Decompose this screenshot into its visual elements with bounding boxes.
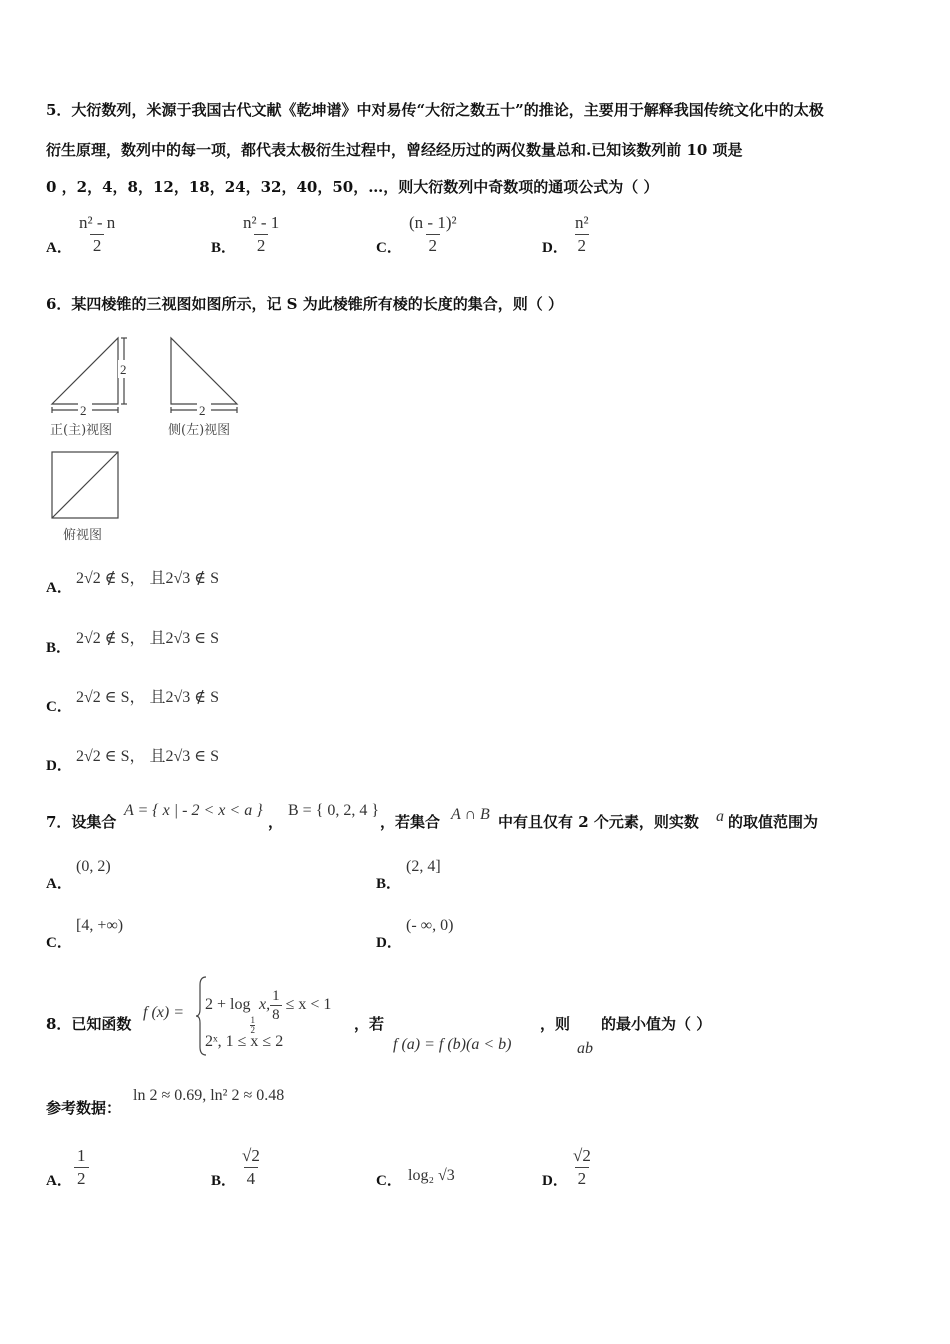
q5-option-c-numerator: (n - 1)² — [409, 213, 457, 232]
q8-option-d-denominator: 2 — [575, 1167, 590, 1190]
q6-option-b-label: B． — [46, 640, 72, 656]
front-view-height-label: 2 — [120, 362, 127, 377]
side-view-triangle — [171, 338, 237, 404]
q8-case1 — [205, 987, 331, 1035]
q7-option-c-label: C． — [46, 935, 72, 951]
side-view-width-label: 2 — [199, 403, 206, 418]
q7-option-d-label: D． — [376, 935, 402, 951]
q6-option-a-text: 2√2 ∉ S， 且2√3 ∉ S — [76, 570, 220, 587]
q7-mid: ，若集合 — [380, 813, 441, 831]
q7-option-c-text: [4, +∞) — [76, 917, 124, 934]
q5-stem-line3: 0 ，2，4，8，12，18，24，32，40，50，…，则大衍数列中奇数项的通项公式为（ ） — [46, 178, 659, 196]
q8-option-d-numerator: √2 — [573, 1146, 591, 1165]
q5-option-a-denominator: 2 — [90, 234, 105, 257]
q6-option-b-text: 2√2 ∉ S， 且2√3 ∈ S — [76, 630, 220, 647]
q5-option-d-formula — [572, 212, 592, 257]
side-view-caption: 侧(左)视图 — [168, 423, 231, 438]
q8-prefix: 8．已知函数 — [46, 1015, 132, 1033]
q7-set-b: B = { 0, 2, 4 } — [288, 802, 380, 819]
q7-set-a: A = { x | - 2 < x < a } — [124, 802, 263, 819]
q5-option-d-label: D． — [542, 240, 568, 256]
q6-option-d-text: 2√2 ∈ S， 且2√3 ∈ S — [76, 748, 220, 765]
q8-option-c-label: C． — [376, 1173, 402, 1189]
q8-option-b-numerator: √2 — [242, 1146, 260, 1165]
q8-case1-cond: ≤ x < 1 — [281, 996, 332, 1014]
q5-option-b-numerator: n² - 1 — [243, 213, 280, 232]
q8-option-d-label: D． — [542, 1173, 568, 1189]
three-view-diagram — [44, 332, 254, 547]
q6-option-d-label: D． — [46, 758, 72, 774]
q5-option-b-denominator: 2 — [254, 234, 269, 257]
q5-option-c-label: C． — [376, 240, 402, 256]
q7-var-a: a — [716, 808, 724, 825]
q8-option-a-denominator: 2 — [74, 1167, 89, 1190]
q8-option-d-formula — [570, 1145, 594, 1190]
front-view-width-label: 2 — [80, 403, 87, 418]
q7-option-b-text: (2, 4] — [406, 858, 441, 875]
q8-case1-frac-den: 8 — [272, 1007, 280, 1023]
q7-comma: ， — [268, 813, 284, 831]
q6-option-c-text: 2√2 ∈ S， 且2√3 ∉ S — [76, 689, 220, 706]
q8-option-a-numerator: 1 — [77, 1146, 86, 1165]
q8-case1-x: x, — [254, 996, 271, 1014]
q7-prefix: 7．设集合 — [46, 813, 117, 831]
q5-option-b-label: B． — [211, 240, 237, 256]
q8-option-b-formula — [239, 1145, 263, 1190]
q5-stem-line1: 5．大衍数列，米源于我国古代文献《乾坤谱》中对易传“大衍之数五十”的推论，主要用于解释我国传统文化中的太极 — [46, 101, 824, 119]
q5-option-a-label: A． — [46, 240, 72, 256]
front-view-caption: 正(主)视图 — [50, 423, 113, 438]
q6-option-c-label: C． — [46, 699, 72, 715]
q5-option-a-formula — [76, 212, 118, 257]
q5-option-d-denominator: 2 — [575, 234, 590, 257]
q8-log-base-den: 2 — [250, 1025, 255, 1036]
q8-case1-log: 2 + log — [205, 996, 251, 1014]
q8-reference-data: ln 2 ≈ 0.69, ln² 2 ≈ 0.48 — [133, 1087, 285, 1104]
q8-suffix: 的最小值为（ ） — [601, 1015, 712, 1033]
q8-log-base-num: 1 — [250, 1015, 255, 1026]
q7-intersection: A ∩ B — [451, 806, 490, 823]
q8-case2: 2ˣ, 1 ≤ x ≤ 2 — [205, 1033, 284, 1050]
q7-option-d-text: (- ∞, 0) — [406, 917, 454, 934]
q7-suffix1: 中有且仅有 2 个元素，则实数 — [498, 813, 699, 831]
q8-option-b-label: B． — [211, 1173, 237, 1189]
q8-case1-frac — [270, 987, 282, 1024]
q5-stem-line2: 衍生原理，数列中的每一项，都代表太极衍生过程中，曾经经历过的两仪数量总和.已知该数列前 10 项是 — [46, 141, 743, 159]
q6-stem: 6．某四棱锥的三视图如图所示，记 S 为此棱锥所有棱的长度的集合，则（ ） — [46, 295, 563, 313]
q5-option-b-formula — [240, 212, 282, 257]
q8-option-a-label: A． — [46, 1173, 72, 1189]
q8-option-b-denominator: 4 — [244, 1167, 259, 1190]
q8-ab: ab — [577, 1040, 593, 1057]
q8-if: ，若 — [354, 1015, 385, 1033]
q7-option-b-label: B． — [376, 876, 402, 892]
q8-condition: f (a) = f (b)(a < b) — [393, 1036, 512, 1053]
q8-option-c-text: log₂ √3 — [408, 1167, 455, 1184]
q5-option-c-formula — [406, 212, 460, 257]
q8-fx: f (x) = — [143, 1004, 184, 1021]
front-view-triangle — [52, 338, 118, 404]
q8-case1-frac-num: 1 — [272, 988, 280, 1004]
q7-option-a-label: A． — [46, 876, 72, 892]
q8-reference-label: 参考数据： — [46, 1099, 122, 1117]
q8-option-a-formula — [74, 1145, 89, 1190]
q5-option-a-numerator: n² - n — [79, 213, 116, 232]
q6-option-a-label: A． — [46, 580, 72, 596]
top-view-caption: 俯视图 — [63, 528, 103, 543]
q5-option-c-denominator: 2 — [426, 234, 441, 257]
q5-option-d-numerator: n² — [575, 213, 589, 232]
q8-then: ，则 — [540, 1015, 571, 1033]
q7-suffix2: 的取值范围为 — [728, 813, 819, 831]
q7-option-a-text: (0, 2) — [76, 858, 111, 875]
